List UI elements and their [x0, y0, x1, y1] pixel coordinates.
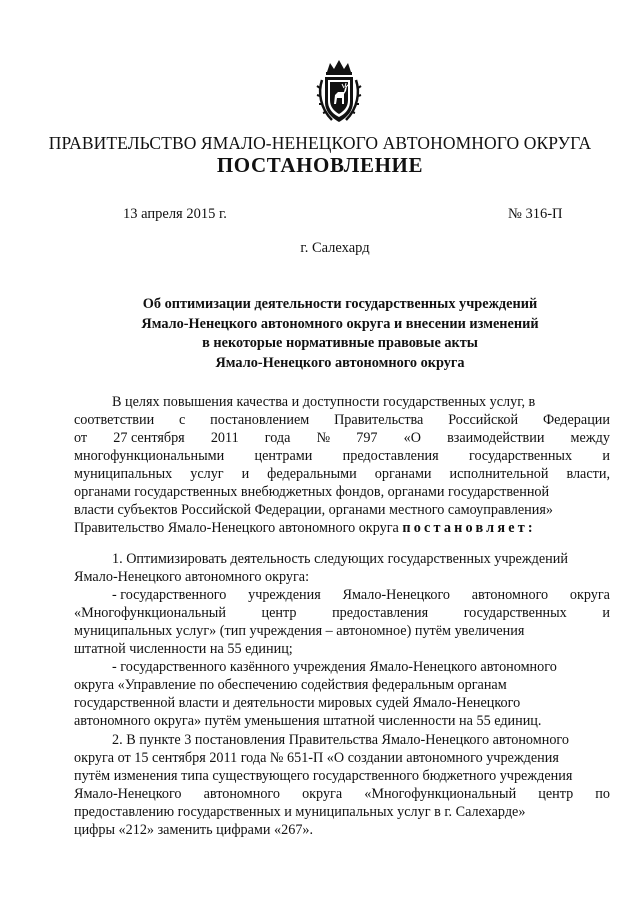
- word: автономного: [471, 587, 549, 603]
- coat-of-arms-icon: [313, 58, 365, 126]
- word: между: [570, 430, 610, 446]
- text-line: [74, 785, 610, 803]
- word: округа: [569, 587, 610, 603]
- word: Федерации: [542, 412, 610, 428]
- text-line: округа от 15 сентября 2011 года № 651-П «О создании автономного учреждения: [74, 750, 559, 766]
- word: государственных: [463, 605, 567, 621]
- word: соответствии: [74, 412, 155, 428]
- document-type: ПОСТАНОВЛЕНИЕ: [216, 153, 424, 177]
- resolution-word: постановляет:: [402, 520, 536, 536]
- word: «О: [403, 430, 421, 446]
- word: 2011: [210, 430, 239, 446]
- text-line: 2. В пункте 3 постановления Правительства Ямало-Ненецкого автономного: [112, 732, 569, 748]
- word: года: [264, 430, 291, 446]
- text-line: государственной власти и деятельности мировых судей Ямало-Ненецкого: [74, 695, 521, 711]
- word: органами: [374, 466, 432, 482]
- word: по: [595, 786, 610, 802]
- government-title: ПРАВИТЕЛЬСТВО ЯМАЛО-НЕНЕЦКОГО АВТОНОМНОГО ОКРУГА: [48, 133, 592, 153]
- word: Российской: [448, 412, 519, 428]
- word: от: [74, 430, 88, 446]
- text-line: [74, 411, 610, 429]
- text-line: - государственного казённого учреждения Ямало-Ненецкого автономного: [112, 659, 557, 675]
- document-city: г. Салехард: [300, 240, 370, 256]
- text-line: предоставлению государственных и муниципальных услуг в г. Салехарде»: [74, 804, 526, 820]
- text-line: путём изменения типа существующего государственного бюджетного учреждения: [74, 768, 573, 784]
- word: постановлением: [210, 412, 310, 428]
- word: центр: [538, 786, 574, 802]
- text-line: В целях повышения качества и доступности государственных услуг, в: [112, 394, 536, 410]
- word: предоставления: [332, 605, 429, 621]
- word: муниципальных: [74, 466, 173, 482]
- word: федеральными: [267, 466, 357, 482]
- word: и: [241, 466, 250, 482]
- heading-line: в некоторые нормативные правовые акты: [202, 335, 478, 351]
- word: округа: [302, 786, 343, 802]
- heading-line: Ямало-Ненецкого автономного округа и внесении изменений: [141, 315, 539, 332]
- word: многофункциональными: [74, 448, 225, 464]
- word: центр: [261, 605, 297, 621]
- word: Ямало-Ненецкого: [74, 786, 182, 802]
- word: услуг: [190, 466, 224, 482]
- item-2-paragraph: [74, 731, 610, 839]
- text-line: [74, 447, 610, 465]
- text-line: [74, 465, 610, 483]
- text-line: автономного округа» путём уменьшения штатной численности на 55 единиц.: [74, 713, 542, 729]
- text-line: [74, 586, 610, 604]
- text-line: власти субъектов Российской Федерации, органами местного самоуправления»: [74, 502, 553, 518]
- word: №: [316, 430, 331, 446]
- word: предоставления: [342, 448, 439, 464]
- word: исполнительной: [449, 466, 549, 482]
- text-line: муниципальных услуг» (тип учреждения – автономное) путём увеличения: [74, 623, 525, 639]
- word: с: [179, 412, 186, 428]
- word: учреждения: [248, 587, 321, 603]
- text-line: штатной численности на 55 единиц;: [74, 641, 293, 657]
- text-line: 1. Оптимизировать деятельность следующих государственных учреждений: [112, 551, 568, 567]
- word: центрами: [254, 448, 313, 464]
- word: 27 сентября: [113, 430, 185, 446]
- word: «Многофункциональный: [364, 786, 517, 802]
- text-line: органами государственных внебюджетных фондов, органами государственной: [74, 484, 550, 500]
- text-fragment: Правительство Ямало-Ненецкого автономного округа: [74, 520, 399, 536]
- document-date: 13 апреля 2015 г.: [123, 206, 227, 222]
- preamble-paragraph: [74, 393, 610, 537]
- heading-line: Ямало-Ненецкого автономного округа: [215, 354, 465, 371]
- text-line: [74, 604, 610, 622]
- text-line: [74, 519, 610, 537]
- word: 797: [356, 430, 378, 446]
- word: и: [602, 605, 610, 621]
- text-line: цифры «212» заменить цифрами «267».: [74, 822, 314, 838]
- item-1-paragraph: [74, 550, 610, 730]
- word: автономного: [203, 786, 280, 802]
- word: Правительства: [334, 412, 424, 428]
- text-line: округа «Управление по обеспечению содействия федеральным органам: [74, 677, 507, 693]
- word: власти,: [566, 466, 610, 482]
- word: Ямало-Ненецкого: [342, 587, 450, 603]
- word: государственных: [468, 448, 573, 464]
- document-heading: [60, 295, 620, 373]
- word: и: [602, 448, 610, 464]
- word: «Многофункциональный: [74, 605, 226, 621]
- document-number: № 316-П: [508, 206, 563, 222]
- heading-line: Об оптимизации деятельности государственных учреждений: [142, 296, 538, 312]
- text-line: Ямало-Ненецкого автономного округа:: [74, 569, 310, 585]
- text-line: [74, 429, 610, 447]
- word: - государственного: [112, 587, 227, 603]
- word: взаимодействии: [447, 430, 545, 446]
